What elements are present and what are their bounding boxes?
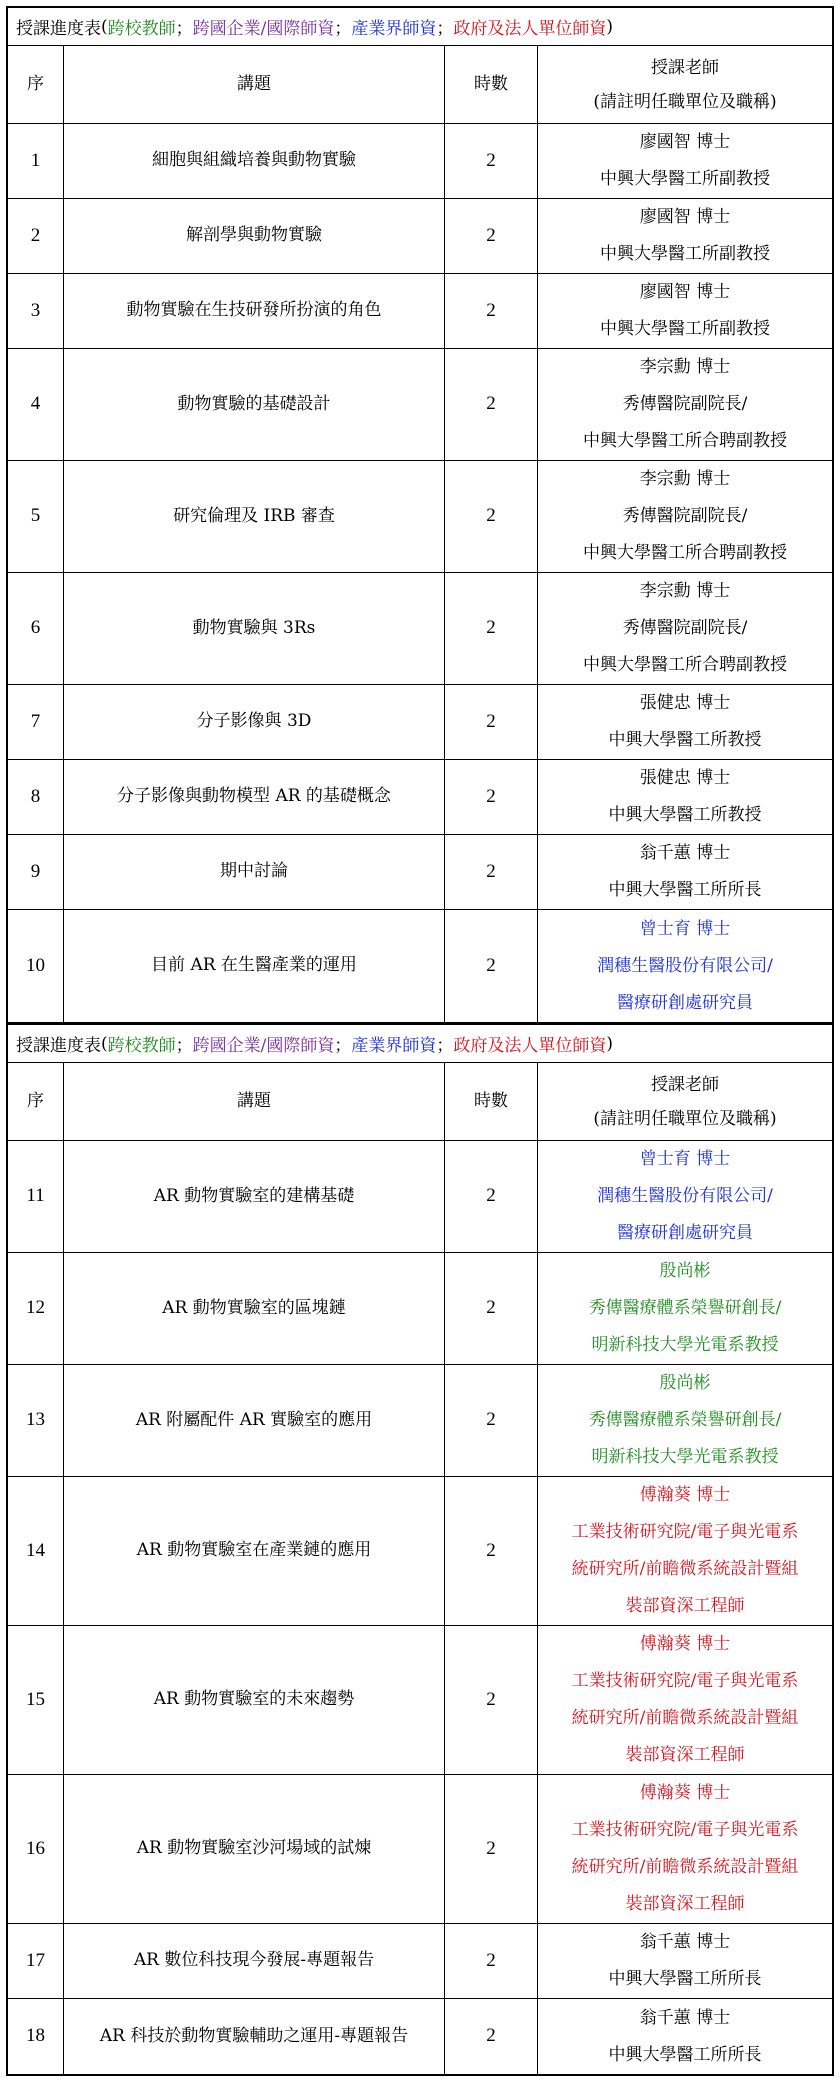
teacher-line: 殷尚彬: [659, 1261, 711, 1281]
teacher-line: 李宗勳 博士: [639, 581, 731, 601]
table-row: [8, 760, 832, 835]
row-seq: 13: [8, 1365, 64, 1476]
row-topic: AR 數位科技現今發展-專題報告: [64, 1924, 445, 1998]
header-row: [8, 1063, 832, 1141]
row-hours: 2: [445, 1999, 538, 2074]
legend-sep: ；: [334, 1036, 352, 1056]
legend-close-paren: ): [606, 16, 614, 37]
table-row: [8, 199, 832, 274]
teacher-line: 張健忠 博士: [639, 768, 731, 788]
row-seq: 8: [8, 760, 64, 834]
legend-title: 授課進度表: [16, 19, 101, 39]
teacher-line: 李宗勳 博士: [639, 357, 731, 377]
teacher-line: 裝部資深工程師: [625, 1596, 745, 1616]
row-seq: 15: [8, 1626, 64, 1774]
row-teacher: [538, 124, 832, 198]
table-row: [8, 1477, 832, 1626]
legend-sep: ；: [334, 19, 352, 39]
row-hours: 2: [445, 461, 538, 572]
row-topic: AR 動物實驗室在產業鏈的應用: [64, 1477, 445, 1625]
header-teacher-line: 授課老師: [651, 57, 719, 78]
table-row: [8, 124, 832, 199]
teacher-line: 中興大學醫工所副教授: [600, 319, 770, 339]
teacher-line: 傅瀚葵 博士: [639, 1485, 731, 1505]
teacher-line: 翁千蕙 博士: [639, 843, 731, 863]
teacher-line: 廖國智 博士: [639, 207, 731, 227]
teacher-line: 統研究所/前瞻微系統設計暨組: [571, 1559, 799, 1579]
teacher-line: 中興大學醫工所合聘副教授: [583, 543, 787, 563]
row-hours: 2: [445, 685, 538, 759]
teacher-line: 明新科技大學光電系教授: [591, 1447, 779, 1467]
row-teacher: [538, 349, 832, 460]
teacher-line: 張健忠 博士: [639, 693, 731, 713]
header-hours: 時數: [445, 1063, 538, 1140]
teacher-line: 秀傳醫院副院長/: [622, 394, 748, 414]
legend-row: [8, 8, 832, 46]
teacher-line: 明新科技大學光電系教授: [591, 1335, 779, 1355]
row-teacher: [538, 835, 832, 909]
teacher-line: 中興大學醫工所副教授: [600, 169, 770, 189]
header-seq: 序: [8, 46, 64, 123]
row-hours: 2: [445, 349, 538, 460]
legend-industry: 產業界師資: [351, 1036, 437, 1056]
row-hours: 2: [445, 910, 538, 1022]
row-hours: 2: [445, 124, 538, 198]
legend-gov: 政府及法人單位師資: [453, 19, 607, 39]
row-teacher: [538, 1365, 832, 1476]
table-row: [8, 910, 832, 1022]
row-teacher: [538, 274, 832, 348]
row-hours: 2: [445, 573, 538, 684]
legend-sep: ；: [175, 19, 193, 39]
row-teacher: [538, 461, 832, 572]
row-seq: 6: [8, 573, 64, 684]
teacher-line: 潤穗生醫股份有限公司/: [597, 1186, 773, 1206]
row-topic: 期中討論: [64, 835, 445, 909]
header-row: [8, 46, 832, 124]
table-row: [8, 1626, 832, 1775]
teacher-line: 廖國智 博士: [639, 282, 731, 302]
teacher-line: 中興大學醫工所所長: [608, 880, 762, 900]
row-seq: 10: [8, 910, 64, 1022]
row-hours: 2: [445, 1626, 538, 1774]
row-hours: 2: [445, 1477, 538, 1625]
legend-close-paren: ): [606, 1033, 614, 1054]
row-topic: 細胞與組織培養與動物實驗: [64, 124, 445, 198]
row-teacher: [538, 760, 832, 834]
table-row: [8, 274, 832, 349]
header-hours: 時數: [445, 46, 538, 123]
teacher-line: 統研究所/前瞻微系統設計暨組: [571, 1857, 799, 1877]
row-teacher: [538, 1626, 832, 1774]
row-teacher: [538, 1141, 832, 1252]
header-teacher: [538, 1063, 832, 1140]
teacher-line: 醫療研創處研究員: [617, 1223, 753, 1243]
teacher-line: 曾士育 博士: [639, 1149, 731, 1169]
teacher-line: 中興大學醫工所合聘副教授: [583, 431, 787, 451]
schedule-table-2: [6, 1023, 834, 2076]
row-topic: 分子影像與 3D: [64, 685, 445, 759]
row-teacher: [538, 199, 832, 273]
teacher-line: 中興大學醫工所教授: [608, 805, 762, 825]
row-topic: AR 動物實驗室的未來趨勢: [64, 1626, 445, 1774]
row-hours: 2: [445, 274, 538, 348]
row-hours: 2: [445, 1253, 538, 1364]
row-topic: AR 動物實驗室的建構基礎: [64, 1141, 445, 1252]
row-hours: 2: [445, 199, 538, 273]
row-teacher: [538, 1924, 832, 1998]
row-seq: 18: [8, 1999, 64, 2074]
row-hours: 2: [445, 835, 538, 909]
table-row: [8, 349, 832, 461]
row-hours: 2: [445, 1775, 538, 1923]
teacher-line: 傅瀚葵 博士: [639, 1783, 731, 1803]
legend-cross-school: 跨校教師: [107, 1036, 176, 1056]
header-seq: 序: [8, 1063, 64, 1140]
teacher-line: 翁千蕙 博士: [639, 2007, 731, 2028]
row-teacher: [538, 1477, 832, 1625]
row-seq: 12: [8, 1253, 64, 1364]
teacher-line: 統研究所/前瞻微系統設計暨組: [571, 1708, 799, 1728]
row-seq: 11: [8, 1141, 64, 1252]
row-topic: 目前 AR 在生醫產業的運用: [64, 910, 445, 1022]
row-seq: 7: [8, 685, 64, 759]
header-topic: 講題: [64, 46, 445, 123]
legend-sep: ；: [436, 1036, 454, 1056]
row-hours: 2: [445, 1141, 538, 1252]
teacher-line: 殷尚彬: [659, 1373, 711, 1393]
teacher-line: 裝部資深工程師: [625, 1745, 745, 1765]
row-topic: 解剖學與動物實驗: [64, 199, 445, 273]
table-row: [8, 835, 832, 910]
teacher-line: 傅瀚葵 博士: [639, 1634, 731, 1654]
table-row: [8, 1365, 832, 1477]
row-teacher: [538, 1253, 832, 1364]
row-teacher: [538, 685, 832, 759]
teacher-line: 翁千蕙 博士: [639, 1932, 731, 1952]
row-teacher: [538, 1775, 832, 1923]
legend-sep: ；: [436, 19, 454, 39]
row-seq: 16: [8, 1775, 64, 1923]
row-seq: 4: [8, 349, 64, 460]
row-teacher: [538, 1999, 832, 2074]
teacher-line: 醫療研創處研究員: [617, 992, 753, 1013]
legend-open-paren: (: [101, 1033, 108, 1054]
header-teacher-line: 授課老師: [651, 1074, 719, 1095]
table-row: [8, 1253, 832, 1365]
teacher-line: 秀傳醫療體系榮譽研創長/: [588, 1298, 782, 1318]
row-hours: 2: [445, 1924, 538, 1998]
teacher-line: 中興大學醫工所合聘副教授: [583, 655, 787, 675]
schedule-table-1: [6, 6, 834, 1024]
teacher-line: 秀傳醫院副院長/: [622, 506, 748, 526]
table-row: [8, 685, 832, 760]
row-topic: AR 附屬配件 AR 實驗室的應用: [64, 1365, 445, 1476]
header-teacher-line: (請註明任職單位及職稱): [593, 1108, 777, 1129]
row-topic: 研究倫理及 IRB 審查: [64, 461, 445, 572]
table-row: [8, 1924, 832, 1999]
legend-intl: 跨國企業/國際師資: [192, 1036, 335, 1056]
teacher-line: 秀傳醫療體系榮譽研創長/: [588, 1410, 782, 1430]
table-row: [8, 1141, 832, 1253]
row-topic: AR 動物實驗室沙河場域的試煉: [64, 1775, 445, 1923]
header-topic: 講題: [64, 1063, 445, 1140]
teacher-line: 中興大學醫工所教授: [608, 730, 762, 750]
teacher-line: 曾士育 博士: [639, 918, 731, 939]
teacher-line: 潤穗生醫股份有限公司/: [597, 955, 773, 976]
row-teacher: [538, 910, 832, 1022]
row-seq: 2: [8, 199, 64, 273]
row-seq: 1: [8, 124, 64, 198]
teacher-line: 裝部資深工程師: [625, 1894, 745, 1914]
legend-cross-school: 跨校教師: [107, 19, 176, 39]
row-seq: 14: [8, 1477, 64, 1625]
teacher-line: 工業技術研究院/電子與光電系: [571, 1671, 799, 1691]
teacher-line: 工業技術研究院/電子與光電系: [571, 1820, 799, 1840]
legend-row: [8, 1025, 832, 1063]
legend-intl: 跨國企業/國際師資: [192, 19, 335, 39]
row-seq: 3: [8, 274, 64, 348]
row-topic: 動物實驗的基礎設計: [64, 349, 445, 460]
teacher-line: 秀傳醫院副院長/: [622, 618, 748, 638]
teacher-line: 中興大學醫工所所長: [608, 1969, 762, 1989]
row-topic: 分子影像與動物模型 AR 的基礎概念: [64, 760, 445, 834]
row-topic: 動物實驗與 3Rs: [64, 573, 445, 684]
table-row: [8, 1775, 832, 1924]
teacher-line: 廖國智 博士: [639, 132, 731, 152]
teacher-line: 中興大學醫工所副教授: [600, 244, 770, 264]
row-seq: 5: [8, 461, 64, 572]
row-hours: 2: [445, 760, 538, 834]
table-row: [8, 461, 832, 573]
header-teacher: [538, 46, 832, 123]
legend-open-paren: (: [101, 16, 108, 37]
row-hours: 2: [445, 1365, 538, 1476]
teacher-line: 中興大學醫工所所長: [608, 2044, 762, 2065]
row-seq: 17: [8, 1924, 64, 1998]
row-topic: AR 動物實驗室的區塊鏈: [64, 1253, 445, 1364]
row-teacher: [538, 573, 832, 684]
row-seq: 9: [8, 835, 64, 909]
legend-title: 授課進度表: [16, 1036, 101, 1056]
header-teacher-line: (請註明任職單位及職稱): [593, 91, 777, 112]
teacher-line: 工業技術研究院/電子與光電系: [571, 1522, 799, 1542]
table-row: [8, 1999, 832, 2074]
legend-gov: 政府及法人單位師資: [453, 1036, 607, 1056]
row-topic: 動物實驗在生技研發所扮演的角色: [64, 274, 445, 348]
legend-sep: ；: [175, 1036, 193, 1056]
legend-industry: 產業界師資: [351, 19, 437, 39]
teacher-line: 李宗勳 博士: [639, 469, 731, 489]
table-row: [8, 573, 832, 685]
row-topic: AR 科技於動物實驗輔助之運用-專題報告: [64, 1999, 445, 2074]
